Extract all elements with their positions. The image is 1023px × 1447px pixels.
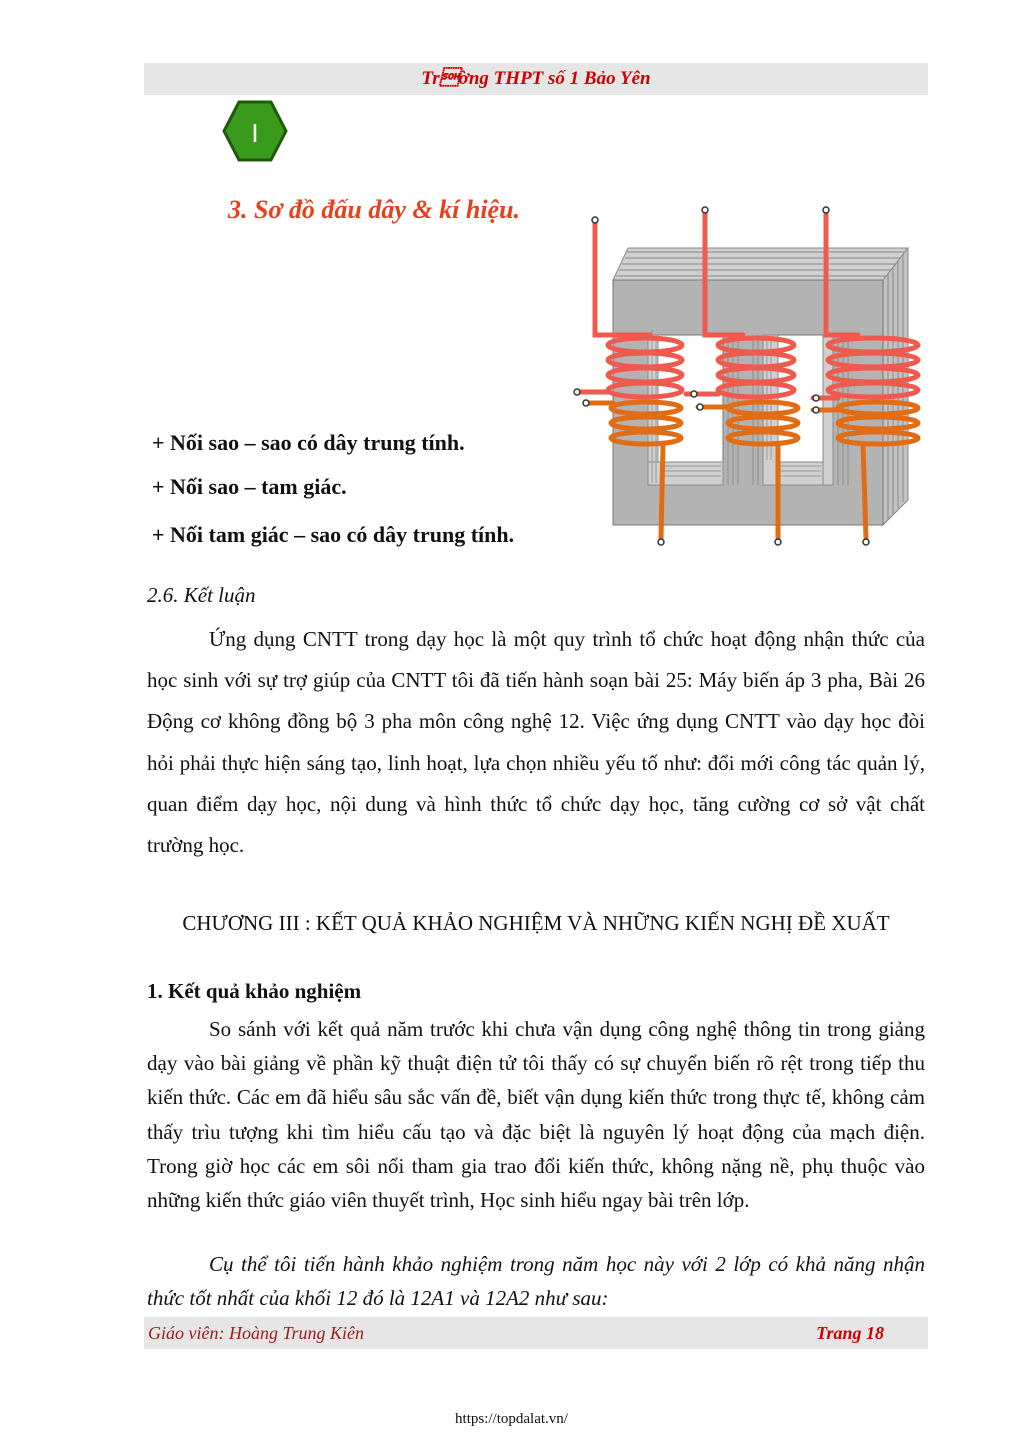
page-header	[144, 63, 928, 95]
bullet-star-delta: + Nối sao – tam giác.	[152, 474, 347, 499]
section-heading-conclusion: 2.6. Kết luận	[147, 583, 256, 607]
hexagon-badge-icon	[222, 100, 288, 162]
bullet-delta-star: + Nối tam giác – sao có dây trung tính.	[152, 522, 515, 547]
badge-label: I	[251, 118, 259, 148]
results-paragraph-italic: Cụ thể tôi tiến hành khảo nghiệm trong năm học này với 2 lớp có khả năng nhận thức tốt nhất của khối 12 đó là 12A1 và 12A2 như sau:	[147, 1252, 925, 1310]
school-name: Trờng THPT số 1 Bảo Yên	[421, 68, 651, 89]
bullet-star-star: + Nối sao – sao có dây trung tính.	[152, 430, 465, 455]
source-url[interactable]: https://topdalat.vn/	[455, 1411, 568, 1427]
slide-title: 3. Sơ đồ đấu dây & kí hiệu.	[228, 195, 521, 224]
chapter-title: CHƯƠNG III : KẾT QUẢ KHẢO NGHIỆM VÀ NHỮNG KIẾN NGHỊ ĐỀ XUẤT	[182, 911, 890, 935]
three-phase-transformer-diagram	[568, 200, 938, 560]
teacher-name: Giáo viên: Hoàng Trung Kiên	[148, 1323, 364, 1343]
page-footer	[144, 1317, 928, 1349]
section-heading-results: 1. Kết quả khảo nghiệm	[147, 979, 362, 1003]
page-number: Trang 18	[816, 1323, 884, 1343]
results-paragraph: So sánh với kết quả năm trước khi chưa vận dụng công nghệ thông tin trong giảng dạy vào bài giảng về phần kỹ thuật điện tử tôi thấy có sự chuyển biến rõ rệt trong tiếp thu kiến thức. Các em đã hiểu sâu sắc vấn đề, biết vận dụng kiến thức trong thực tế, không cảm thấy trìu tượng khi tìm hiểu cấu tạo và đặc biệt là nguyên lý hoạt động của mạch điện. Trong giờ học các em sôi nổi tham gia trao đổi kiến thức, không nặng nề, phụ thuộc vào những kiến thức giáo viên thuyết trình, Học sinh hiểu ngay bài trên lớp.	[147, 1017, 925, 1213]
conclusion-paragraph: Ứng dụng CNTT trong dạy học là một quy trình tổ chức hoạt động nhận thức của học sinh với sự trợ giúp của CNTT tôi đã tiến hành soạn bài 25: Máy biến áp 3 pha, Bài 26 Động cơ không đồng bộ 3 pha môn công nghệ 12. Việc ứng dụng CNTT vào dạy học đòi hỏi phải thực hiện sáng tạo, linh hoạt, lựa chọn nhiều yếu tố như: đổi mới công tác quản lý, quan điểm dạy học, nội dung và hình thức tổ chức dạy học, tăng cường cơ sở vật chất trường học.	[147, 627, 925, 858]
